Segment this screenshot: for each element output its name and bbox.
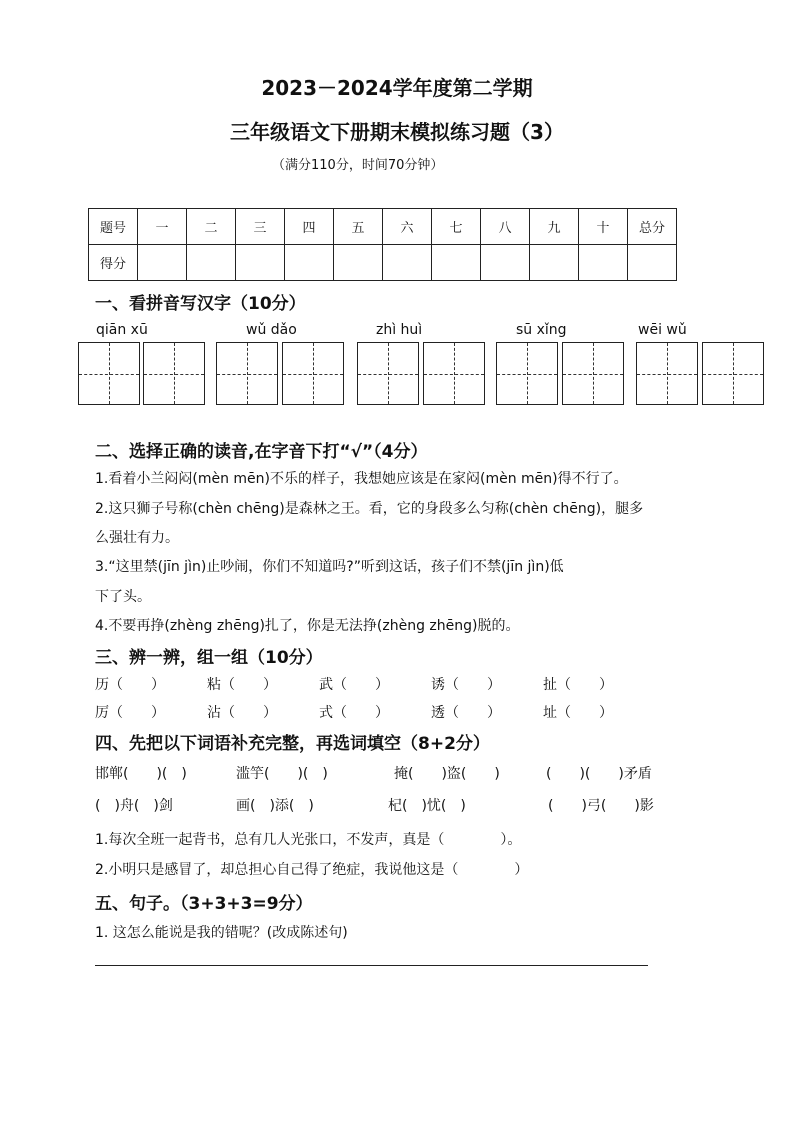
section-2-heading: 二、选择正确的读音,在字音下打“√”（4分） — [95, 442, 428, 462]
score-header-cell: 二 — [187, 209, 236, 245]
idiom-blank: 画( )添( ) — [236, 798, 314, 814]
question-line: 2.这只狮子号称(chèn chēng)是森林之王。看，它的身段多么匀称(chèn chēng)，腿多 — [95, 501, 644, 517]
score-header-cell: 三 — [236, 209, 285, 245]
question-line: 4.不要再挣(zhèng zhēng)扎了，你是无法挣(zhèng zhēng)脱的。 — [95, 618, 520, 634]
score-input-cell[interactable] — [530, 245, 579, 281]
score-input-cell[interactable] — [138, 245, 187, 281]
word-pair-item: 历（ ） — [95, 677, 165, 693]
score-input-cell[interactable] — [285, 245, 334, 281]
word-pair-item: 粘（ ） — [207, 677, 277, 693]
score-input-cell[interactable] — [236, 245, 285, 281]
score-table-score-row — [89, 245, 677, 281]
score-header-cell: 六 — [383, 209, 432, 245]
word-pair-item: 址（ ） — [543, 705, 613, 721]
score-header-cell: 总分 — [628, 209, 677, 245]
writing-grid-box[interactable] — [562, 342, 624, 405]
score-input-cell[interactable] — [481, 245, 530, 281]
idiom-blank: ( )( )矛盾 — [546, 766, 652, 782]
answer-line[interactable] — [95, 965, 648, 966]
subtitle: （满分110分，时间70分钟） — [272, 158, 444, 173]
question-line: 3.“这里禁(jīn jìn)止吵闹，你们不知道吗?”听到这话，孩子们不禁(jīn jìn)低 — [95, 559, 564, 575]
word-pair-item: 式（ ） — [319, 705, 389, 721]
pinyin-label: zhì huì — [376, 322, 423, 338]
score-header-cell: 九 — [530, 209, 579, 245]
section-3-heading: 三、辨一辨，组一组（10分） — [95, 648, 323, 668]
word-pair-item: 诱（ ） — [431, 677, 501, 693]
score-header-cell: 八 — [481, 209, 530, 245]
word-pair-item: 透（ ） — [431, 705, 501, 721]
section-4-heading: 四、先把以下词语补充完整，再选词填空（8+2分） — [95, 734, 490, 754]
fill-in-question: 2.小明只是感冒了，却总担心自己得了绝症，我说他这是（ ） — [95, 862, 529, 878]
idiom-blank: 掩( )盗( ) — [394, 766, 500, 782]
question-line: 么强壮有力。 — [95, 530, 179, 546]
score-header-cell: 十 — [579, 209, 628, 245]
writing-grid-box[interactable] — [78, 342, 140, 405]
idiom-blank: ( )舟( )剑 — [95, 798, 173, 814]
question-line: 1.看着小兰闷闷(mèn mēn)不乐的样子，我想她应该是在家闷(mèn mēn)得不行了。 — [95, 471, 628, 487]
writing-grid-box[interactable] — [636, 342, 698, 405]
score-input-cell[interactable] — [383, 245, 432, 281]
title-line-1: 2023－2024学年度第二学期 — [261, 76, 533, 100]
word-pair-item: 扯（ ） — [543, 677, 613, 693]
idiom-blank: 杞( )忧( ) — [388, 798, 466, 814]
idiom-blank: 滥竽( )( ) — [236, 766, 328, 782]
writing-grid-box[interactable] — [496, 342, 558, 405]
score-header-cell: 五 — [334, 209, 383, 245]
score-input-cell[interactable] — [334, 245, 383, 281]
pinyin-label: wēi wǔ — [638, 322, 687, 338]
score-header-cell: 七 — [432, 209, 481, 245]
word-pair-item: 厉（ ） — [95, 705, 165, 721]
score-row-label: 得分 — [89, 245, 138, 281]
score-table-header-row — [89, 209, 677, 245]
score-header-cell: 题号 — [89, 209, 138, 245]
writing-grid-box[interactable] — [702, 342, 764, 405]
idiom-blank: ( )弓( )影 — [548, 798, 654, 814]
word-pair-item: 沾（ ） — [207, 705, 277, 721]
writing-grid-box[interactable] — [143, 342, 205, 405]
idiom-blank: 邯郸( )( ) — [95, 766, 187, 782]
question-line: 下了头。 — [95, 589, 151, 605]
section-1-heading: 一、看拼音写汉字（10分） — [95, 294, 306, 314]
writing-grid-box[interactable] — [423, 342, 485, 405]
title-line-2: 三年级语文下册期末模拟练习题（3） — [230, 120, 564, 144]
score-input-cell[interactable] — [628, 245, 677, 281]
score-input-cell[interactable] — [432, 245, 481, 281]
writing-grid-box[interactable] — [357, 342, 419, 405]
word-pair-item: 武（ ） — [319, 677, 389, 693]
fill-in-question: 1.每次全班一起背书，总有几人光张口，不发声，真是（ ）。 — [95, 832, 522, 848]
pinyin-label: sū xǐng — [516, 322, 567, 338]
section-5-heading: 五、句子。（3+3+3=9分） — [95, 894, 313, 914]
sentence-question: 1. 这怎么能说是我的错呢？(改成陈述句) — [95, 925, 348, 941]
writing-grid-box[interactable] — [282, 342, 344, 405]
score-input-cell[interactable] — [187, 245, 236, 281]
score-table — [88, 208, 677, 281]
score-header-cell: 一 — [138, 209, 187, 245]
writing-grid-box[interactable] — [216, 342, 278, 405]
pinyin-label: qiān xū — [96, 322, 148, 338]
score-header-cell: 四 — [285, 209, 334, 245]
score-input-cell[interactable] — [579, 245, 628, 281]
pinyin-label: wǔ dǎo — [246, 322, 297, 338]
